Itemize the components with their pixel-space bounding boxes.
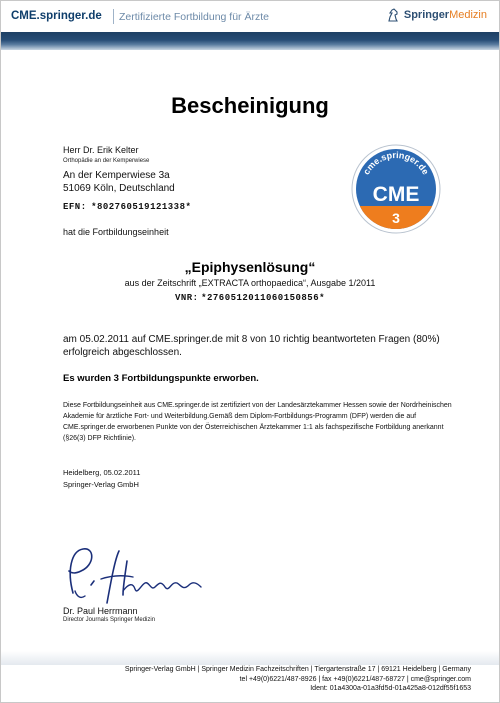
page-title: Bescheinigung bbox=[171, 93, 329, 118]
badge-label: CME bbox=[372, 183, 420, 206]
chess-knight-icon bbox=[386, 8, 400, 22]
footer-ident: Ident: 01a4300a-01a3fd5d-01a425a8-012df55f1653 bbox=[310, 685, 471, 692]
efn-value: *802760519121338* bbox=[91, 202, 192, 212]
header bbox=[1, 1, 499, 31]
header-bar bbox=[1, 32, 499, 50]
efn-row bbox=[63, 196, 191, 214]
place-date: Heidelberg, 05.02.2011 bbox=[63, 468, 141, 477]
signature-image bbox=[61, 541, 221, 611]
course-title: „Epiphysenlösung“ bbox=[184, 259, 316, 275]
course-block bbox=[1, 259, 499, 303]
vnr-value: *2760512011060150856* bbox=[201, 293, 326, 303]
brand-link[interactable]: CME.springer.de bbox=[11, 10, 102, 22]
footer-contact: tel +49(0)6221/487-8926 | fax +49(0)6221/487-68727 | cme@springer.com bbox=[239, 675, 471, 683]
header-divider bbox=[113, 9, 114, 24]
recipient-name: Herr Dr. Erik Kelter bbox=[63, 145, 139, 155]
recipient-city: 51069 Köln, Deutschland bbox=[63, 183, 175, 194]
springer-medizin-logo bbox=[386, 8, 487, 22]
efn-label: EFN: bbox=[63, 202, 87, 212]
place-date-block bbox=[63, 467, 140, 491]
signer-name: Dr. Paul Herrmann bbox=[63, 606, 138, 616]
vnr-label: VNR: bbox=[174, 293, 199, 303]
header-tagline: Zertifizierte Fortbildung für Ärzte bbox=[119, 11, 269, 23]
points-statement: Es wurden 3 Fortbildungspunkte erworben. bbox=[63, 373, 259, 384]
recipient-practice: Orthopädie an der Kemperwiese bbox=[63, 158, 150, 164]
badge-arc-text: cme.springer.de bbox=[361, 149, 431, 177]
accreditation-info: Diese Fortbildungseinheit aus CME.springer.de ist zertifiziert von der Landesärztekammer Hessen sowie der Nordrheinischen Akademie für ärztliche Fort- und Weiterbildung.Gemäß dem Diplom-Fortbildungs-Programm (DFP) werden die auf CME.springer.de erworbenen Punkte von der Österreichischen Ärztekammer 1:1 als fachspezifische Fortbildung anerkannt (§26(3) DFP Richtlinie). bbox=[63, 402, 452, 442]
publisher: Springer-Verlag GmbH bbox=[63, 480, 139, 489]
vnr-row bbox=[1, 292, 499, 303]
logo-springer: Springer bbox=[403, 9, 450, 21]
footer bbox=[125, 665, 471, 694]
result-text: am 05.02.2011 auf CME.springer.de mit 8 von 10 richtig beantworteten Fragen (80%) erfolgreich abgeschlossen. bbox=[63, 334, 440, 358]
footer-address: Springer-Verlag GmbH | Springer Medizin Fachzeitschriften | Tiergartenstraße 17 | 69121 Heidelberg | Germany bbox=[124, 666, 471, 673]
signer-role: Director Journals Springer Medizin bbox=[63, 617, 156, 623]
logo-medizin: Medizin bbox=[449, 9, 487, 21]
footer-divider bbox=[1, 651, 499, 665]
course-journal: aus der Zeitschrift „EXTRACTA orthopaedica“, Ausgabe 1/2011 bbox=[124, 278, 376, 288]
cme-badge-icon bbox=[351, 144, 441, 234]
badge-points: 3 bbox=[392, 210, 400, 226]
recipient-street: An der Kemperwiese 3a bbox=[63, 170, 170, 181]
intro-text: hat die Fortbildungseinheit bbox=[63, 227, 169, 237]
signer-block bbox=[63, 606, 155, 623]
recipient-address bbox=[63, 145, 191, 214]
